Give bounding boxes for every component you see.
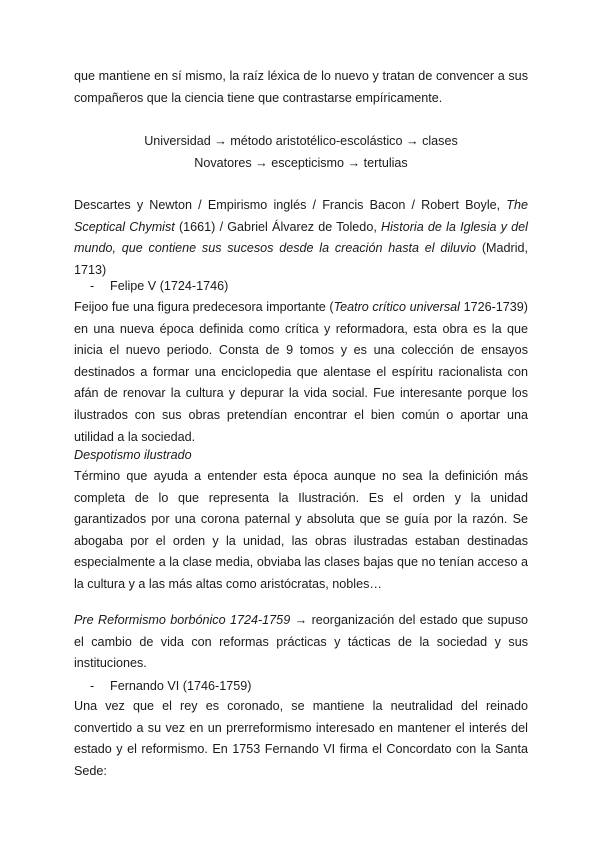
pre-reformismo-text: → reorganización del estado que supuso el cambio de vida con reformas prácticas y tácticas de la sociedad y sus instituciones. <box>74 613 529 671</box>
heading-fernando: Fernando VI (1746-1759) <box>110 679 252 693</box>
paragraph-pre-reformismo <box>74 610 528 675</box>
bullet-fernando: - <box>90 679 95 693</box>
heading-despotismo: Despotismo ilustrado <box>74 448 192 462</box>
paragraph-feijoo <box>74 297 528 448</box>
paragraph-despotismo: Término que ayuda a entender esta época aunque no sea la definición más completa de lo que representa la Ilustración. Es el orden y la unidad garantizados por una corona paternal y absoluta que se guía por la razón. Se abogaba por el orden y la unidad, las obras ilustradas estaban destinadas especialmente a la clase media, obviaba las clases bajas que no tenían acceso a la cultura y a las más altas como aristócratas, nobles… <box>74 469 528 591</box>
feijoo-text-a: Feijoo fue una figura predecesora importante ( <box>74 300 334 314</box>
heading-felipe: Felipe V (1724-1746) <box>110 279 229 293</box>
refs-text-c: (1661) / Gabriel Álvarez de Toledo, <box>174 219 382 234</box>
feijoo-title-teatro: Teatro crítico universal <box>333 300 460 314</box>
refs-title-historia: Historia de la Iglesia y del mundo, que contiene sus sucesos desde la creación hasta el diluvio <box>74 219 528 256</box>
pre-reformismo-title: Pre Reformismo borbónico 1724-1759 <box>74 613 291 627</box>
refs-title-chymist: The Sceptical Chymist <box>74 198 528 234</box>
refs-text-a: Descartes y Newton / Empirismo inglés / Francis Bacon / Robert Boyle, <box>74 198 507 212</box>
paragraph-references <box>74 195 528 281</box>
scheme-block <box>74 131 528 174</box>
paragraph-fernando: Una vez que el rey es coronado, se mantiene la neutralidad del reinado convertido a su vez en un prerreformismo interesado en mantener el interés del estado y el reformismo. En 1753 Fernando VI firma el Concordato con la Santa Sede: <box>74 699 528 778</box>
bullet-felipe: - <box>90 279 95 293</box>
paragraph-intro: que mantiene en sí mismo, la raíz léxica de lo nuevo y tratan de convencer a sus compañeros que la ciencia tiene que contrastarse empíricamente. <box>74 69 528 105</box>
refs-text-e: (Madrid, 1713) <box>74 241 529 277</box>
feijoo-text-c: 1726-1739) en una nueva época definida como crítica y reformadora, esta obra es la que inicia el nuevo periodo. Consta de 9 tomos y es una colección de ensayos destinados a formar una enciclopedia que alentase el espíritu racionalista con afán de renovar la cultura y depurar la vida social. Fue interesante porque los ilustrados con sus obras pretendían encontrar el bien común o aportar una utilidad a la sociedad. <box>74 300 528 444</box>
scheme-line-novatores: Novatores → escepticismo → tertulias <box>194 155 408 170</box>
scheme-line-universidad: Universidad → método aristotélico-escolástico → clases <box>144 134 458 148</box>
